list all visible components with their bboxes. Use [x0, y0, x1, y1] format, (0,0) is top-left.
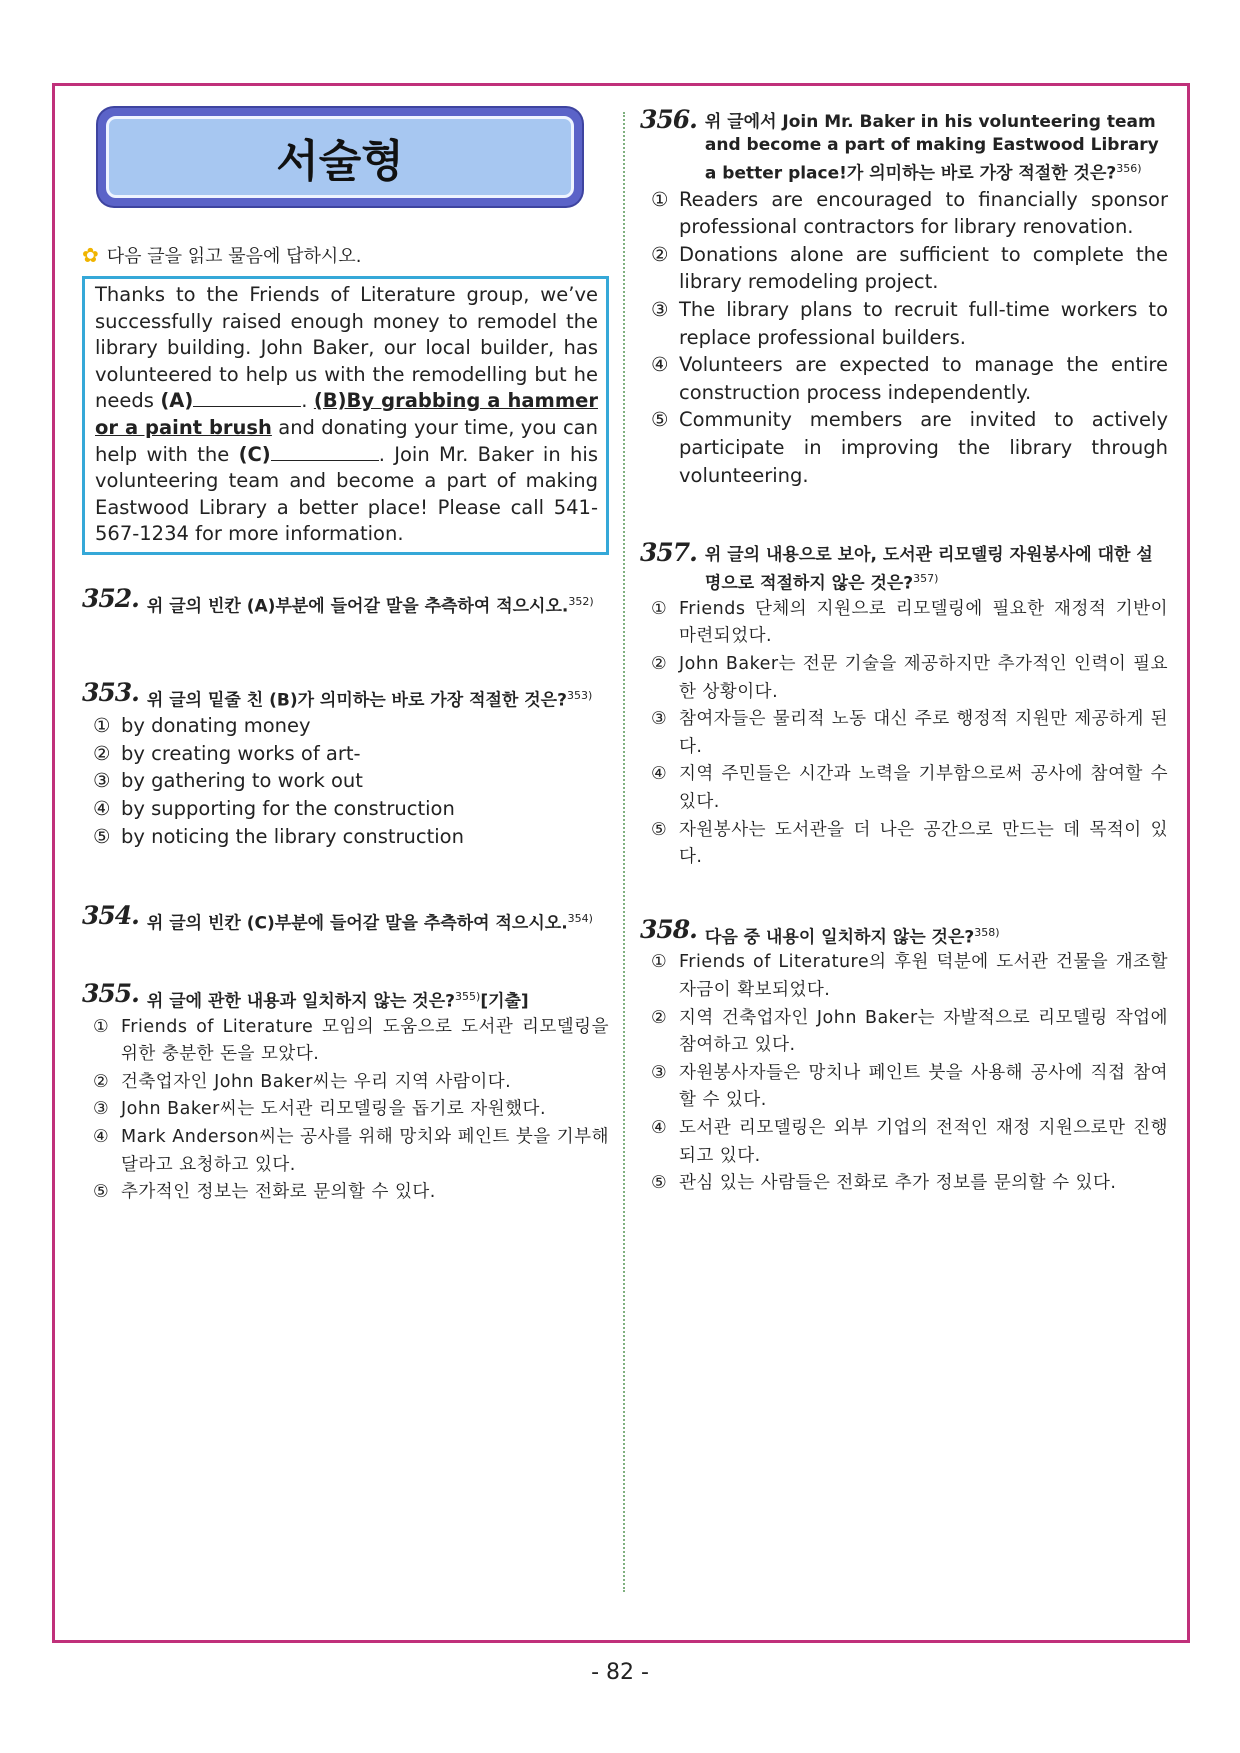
option[interactable]: ② John Baker는 전문 기술을 제공하지만 추가적인 인력이 필요한 상황이다.	[651, 654, 1168, 702]
option[interactable]: ⑤ 관심 있는 사람들은 전화로 추가 정보를 문의할 수 있다.	[651, 1173, 1117, 1194]
option[interactable]: ④ Volunteers are expected to manage the entire construction process independently.	[651, 353, 1168, 404]
blank-a	[193, 388, 301, 407]
option[interactable]: ④ by supporting for the construction	[93, 797, 455, 821]
question-356	[640, 105, 1168, 489]
passage-text-4: . Join Mr. Baker in his volunteering team and become a part of making Eastwood Library a better place! Please call 541-567-1234 for more information.	[95, 442, 598, 546]
option[interactable]: ② Donations alone are sufficient to complete the library remodeling project.	[651, 242, 1168, 294]
option[interactable]: ③ The library plans to recruit full-time workers to replace professional builders.	[651, 298, 1168, 349]
question-ref: 358)	[974, 925, 1000, 939]
option[interactable]: ⑤ by noticing the library construction	[93, 824, 464, 848]
question-text: 다음 중 내용이 일치하지 않는 것은?	[704, 927, 975, 948]
question-text: 위 글의 빈칸 (C)부분에 들어갈 말을 추측하여 적으시오.	[146, 913, 568, 934]
passage-text-2: .	[301, 389, 314, 413]
question-text: 위 글에서 Join Mr. Baker in his volunteering team and become a part of making Eastwood Library a better place!가 의미하는 바로 가장 적절한 것은?	[704, 112, 1159, 184]
option[interactable]: ① Friends 단체의 지원으로 리모델링에 필요한 재정적 기반이 마련되었다.	[651, 598, 1168, 647]
right-column	[640, 105, 1168, 1198]
option[interactable]: ① Friends of Literature의 후원 덕분에 도서관 건물을 개조할 자금이 확보되었다.	[651, 952, 1168, 1001]
option[interactable]: ④ Mark Anderson씨는 공사를 위해 망치와 페인트 붓을 기부해달라고 요청하고 있다.	[93, 1126, 609, 1175]
option[interactable]: ③ by gathering to work out	[93, 769, 363, 793]
blank-c	[271, 442, 379, 461]
question-text: 위 글의 밑줄 친 (B)가 의미하는 바로 가장 적절한 것은?	[146, 690, 567, 711]
question-ref: 356)	[1116, 162, 1142, 175]
option[interactable]: ① Readers are encouraged to financially sponsor professional contractors for library renovation.	[651, 187, 1168, 239]
question-352	[82, 583, 609, 619]
instruction-text: 다음 글을 읽고 물음에 답하시오.	[106, 246, 362, 267]
passage-text-1: Thanks to the Friends of Literature group, we’ve successfully raised enough money to remodel the library building. John Baker, our local builder, has volunteered to help us with the remodelling but he needs	[95, 283, 598, 413]
left-column	[82, 108, 609, 1207]
option[interactable]: ⑤ Community members are invited to actively participate in improving the library through volunteering.	[651, 408, 1168, 487]
underlined-b: (B)By grabbing a hammer or a paint brush	[95, 389, 598, 439]
option[interactable]: ④ 지역 주민들은 시간과 노력을 기부함으로써 공사에 참여할 수 있다.	[651, 764, 1168, 812]
question-ref: 353)	[566, 688, 593, 702]
option[interactable]: ④ 도서관 리모델링은 외부 기업의 전적인 재정 지원으로만 진행되고 있다.	[651, 1118, 1168, 1166]
option[interactable]: ① Friends of Literature 모임의 도움으로 도서관 리모델링을 위한 충분한 돈을 모았다.	[93, 1016, 609, 1065]
question-ref: 357)	[913, 572, 939, 586]
option[interactable]: ② 건축업자인 John Baker씨는 우리 지역 사람이다.	[93, 1071, 512, 1092]
question-number: 352.	[82, 583, 139, 613]
option[interactable]: ① by donating money	[93, 714, 311, 738]
options-353	[93, 712, 609, 850]
question-355	[82, 978, 609, 1207]
options-357	[651, 596, 1168, 872]
question-number: 353.	[82, 677, 139, 707]
question-number: 358.	[640, 914, 697, 944]
label-a: (A)	[160, 389, 194, 413]
options-355	[93, 1014, 609, 1207]
section-title: 서술형	[106, 116, 574, 198]
question-number: 355.	[82, 978, 139, 1008]
option[interactable]: ⑤ 추가적인 정보는 전화로 문의할 수 있다.	[93, 1182, 436, 1203]
options-356	[651, 186, 1168, 490]
question-354	[82, 901, 609, 936]
question-ref: 355)	[455, 989, 481, 1003]
question-number: 357.	[640, 538, 697, 568]
question-text: 위 글에 관한 내용과 일치하지 않는 것은?	[146, 991, 456, 1012]
question-357	[640, 538, 1168, 872]
question-358	[640, 914, 1168, 1198]
option[interactable]: ⑤ 자원봉사는 도서관을 더 나은 공간으로 만드는 데 목적이 있다.	[651, 819, 1168, 868]
option[interactable]: ③ 자원봉사자들은 망치나 페인트 붓을 사용해 공사에 직접 참여할 수 있다.	[651, 1062, 1168, 1111]
section-banner	[98, 108, 582, 206]
question-353	[82, 677, 609, 851]
page-number: - 82 -	[591, 1660, 649, 1685]
column-divider	[623, 112, 625, 1592]
options-358	[651, 949, 1168, 1197]
question-text: 위 글의 빈칸 (A)부분에 들어갈 말을 추측하여 적으시오.	[146, 596, 569, 617]
instruction	[82, 242, 609, 268]
flower-icon: ✿	[82, 243, 99, 267]
question-number: 354.	[82, 901, 139, 931]
question-ref: 354)	[567, 912, 593, 926]
question-ref: 352)	[568, 594, 594, 608]
option[interactable]: ③ 참여자들은 물리적 노동 대신 주로 행정적 지원만 제공하게 된다.	[651, 709, 1168, 757]
option[interactable]: ② by creating works of art-	[93, 741, 361, 765]
label-c: (C)	[238, 442, 271, 466]
question-number: 356.	[640, 105, 697, 134]
reading-passage	[82, 276, 609, 555]
question-tag: [기출]	[480, 991, 529, 1012]
passage-text-3: and donating your time, you can help with the	[95, 415, 598, 466]
option[interactable]: ③ John Baker씨는 도서관 리모델링을 돕기로 자원했다.	[93, 1099, 547, 1120]
question-text: 위 글의 내용으로 보아, 도서관 리모델링 자원봉사에 대한 설명으로 적절하지 않은 것은?	[704, 545, 1153, 594]
option[interactable]: ② 지역 건축업자인 John Baker는 자발적으로 리모델링 작업에 참여하고 있다.	[651, 1007, 1168, 1056]
